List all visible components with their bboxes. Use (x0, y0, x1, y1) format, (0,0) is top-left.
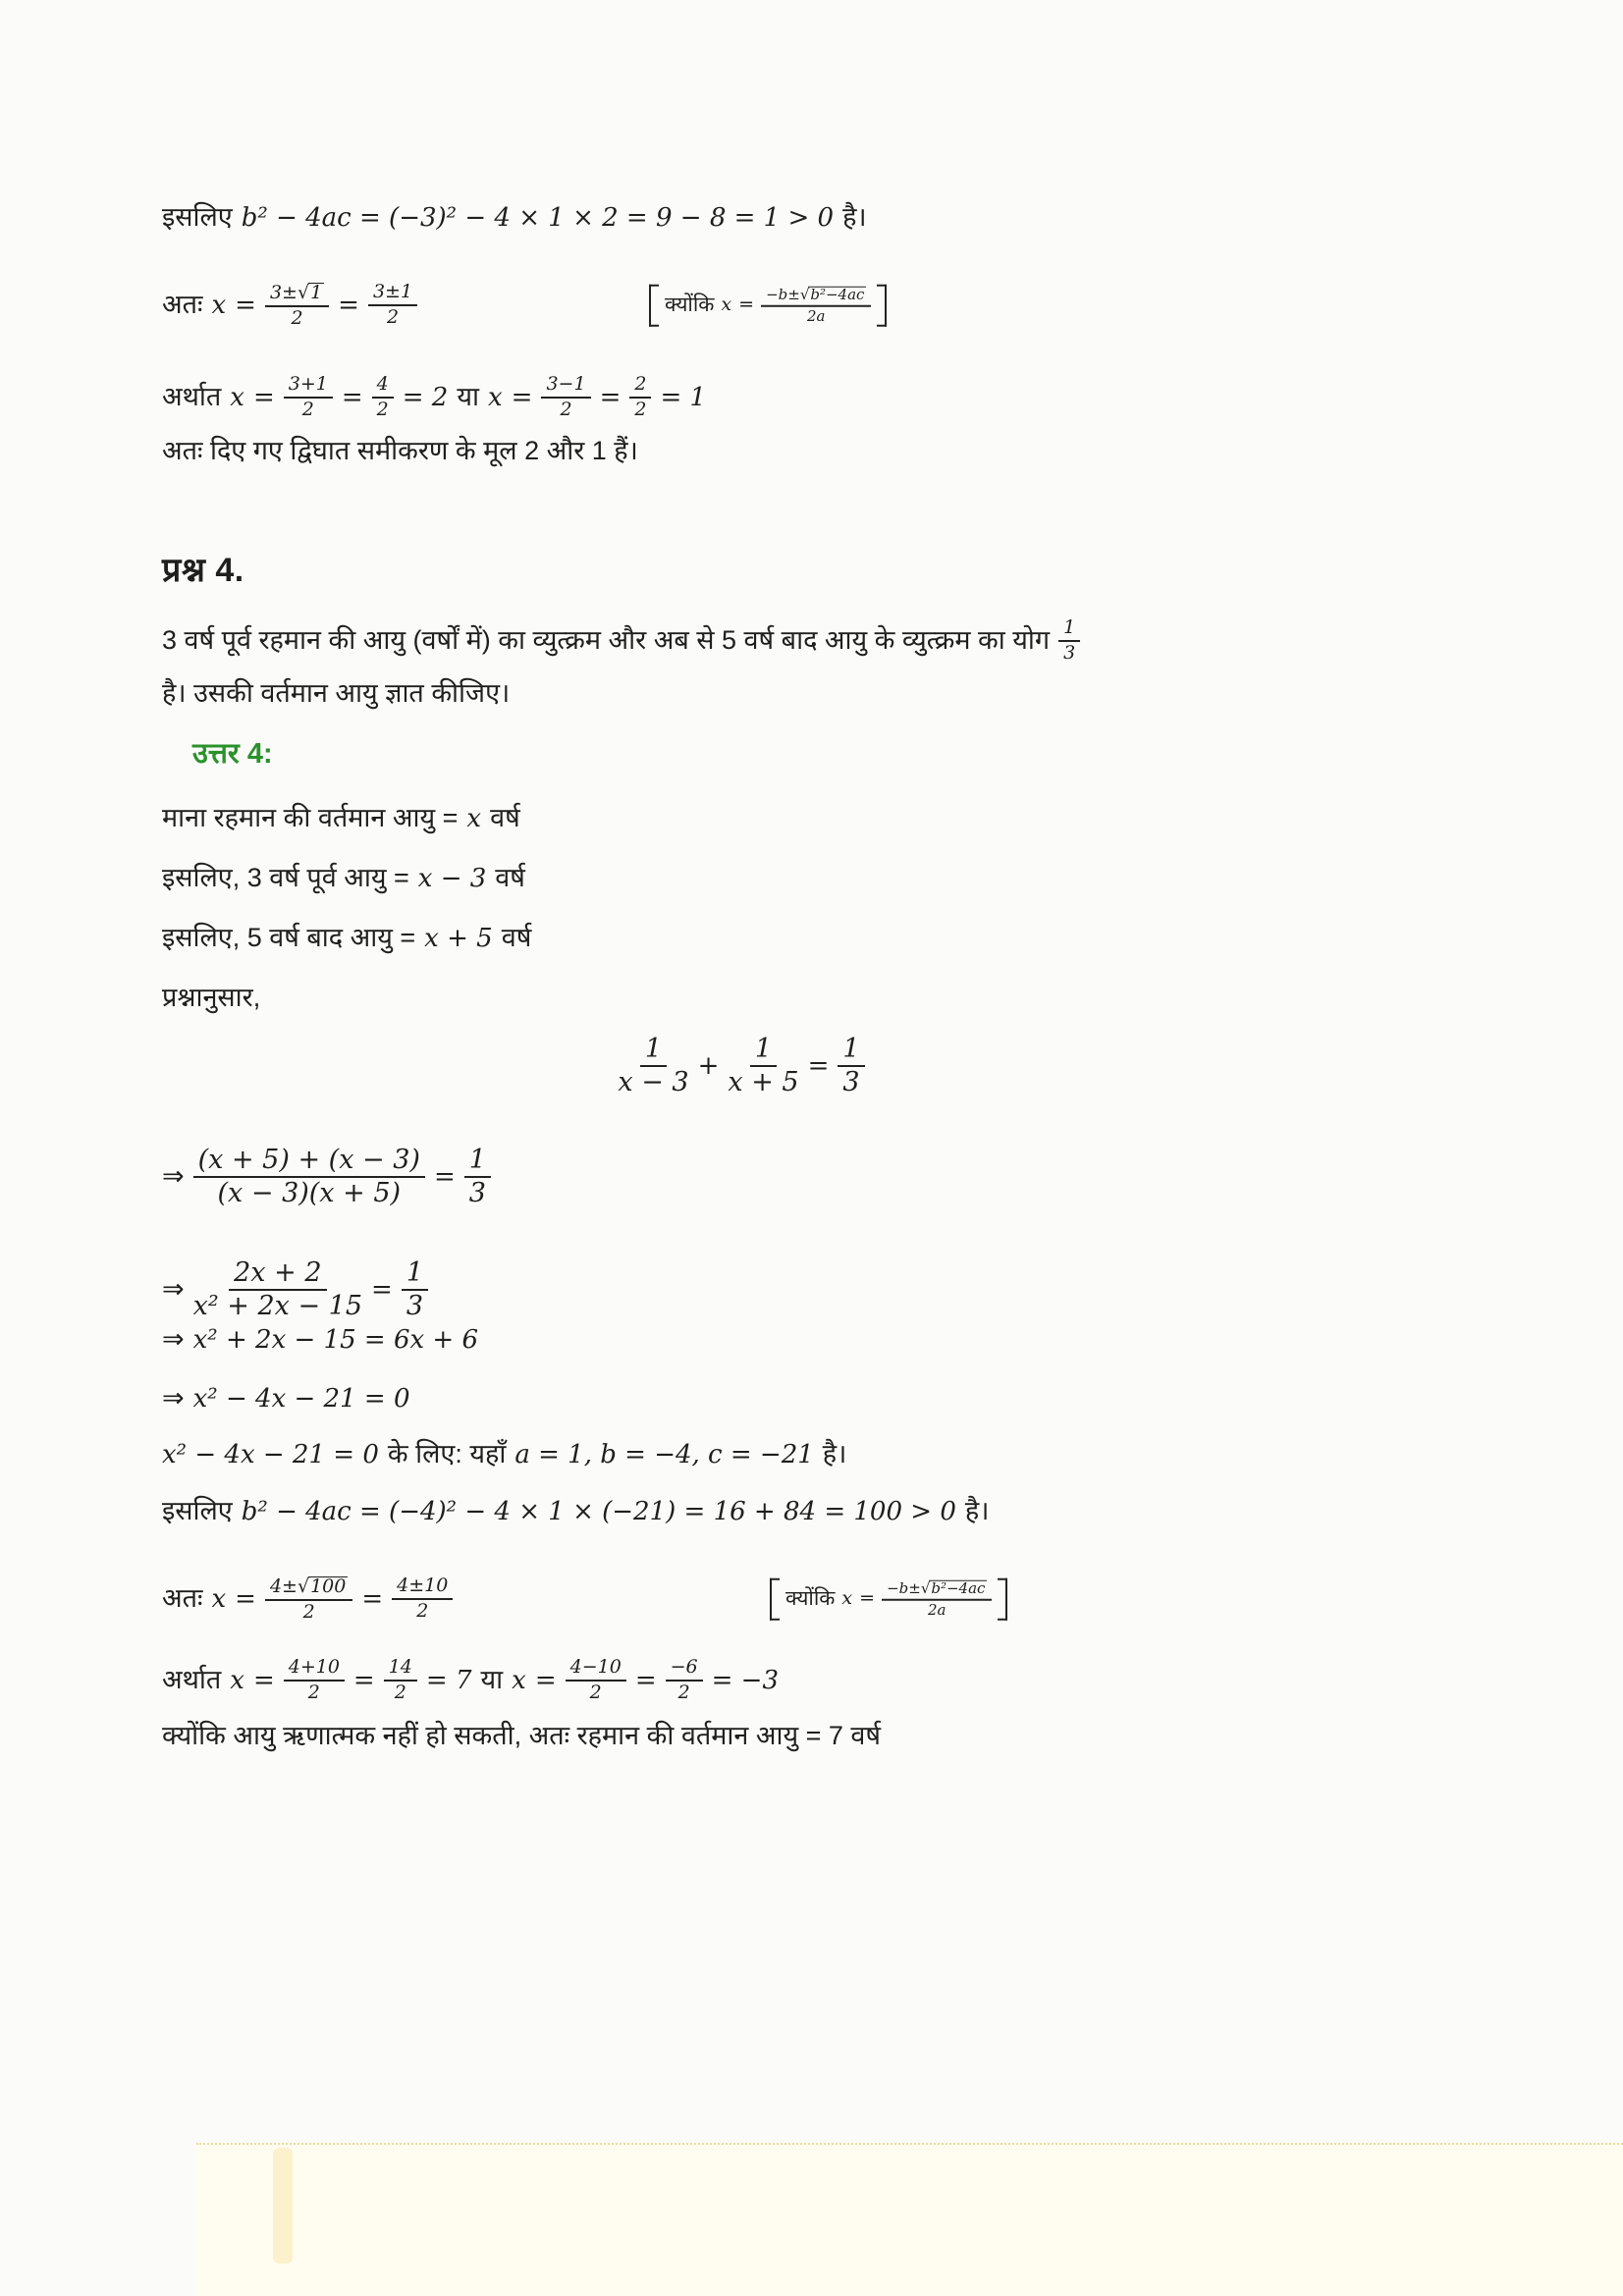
math-run: = (807, 1050, 830, 1081)
fraction: 1 x − 3 (618, 1033, 689, 1097)
text-run: प्रश्नानुसार, (162, 983, 261, 1012)
fraction: $\frac{3\pm 1}{2}$ (368, 283, 417, 328)
implies-arrow: ⇒ (162, 1161, 185, 1193)
eq-line-roots-values-prev (162, 359, 706, 436)
equation-step3 (162, 1323, 478, 1357)
text-run: है। उसकी वर्तमान आयु ज्ञात कीजिए। (162, 678, 511, 708)
left-bracket (770, 1578, 780, 1621)
fraction: $\frac{-6}{2}$ (666, 1658, 703, 1703)
math-run: x + 5 (424, 923, 493, 953)
text-run: वर्ष (495, 863, 525, 892)
line-roots-formula (162, 1559, 986, 1639)
line-discriminant (162, 1495, 989, 1528)
right-bracket (877, 285, 887, 327)
text-run: इसलिए, 5 वर्ष बाद आयु = (162, 923, 416, 952)
equation-step1 (162, 1122, 491, 1232)
fraction: $\frac{3+1}{2}$ (284, 375, 333, 420)
answer-heading (192, 736, 273, 772)
math-run: + (697, 1050, 720, 1081)
math-run: = (738, 294, 755, 316)
eq-line-roots-formula-prev (162, 267, 865, 344)
math-run: x² − 4x − 21 = 0 (192, 1383, 410, 1414)
math-run: x² + 2x − 15 = 6x + 6 (192, 1324, 479, 1355)
text-run: इसलिए (162, 1496, 233, 1525)
math-run: = (859, 1587, 876, 1610)
solution-line-age-before (162, 862, 525, 895)
page-edge-artifact (273, 2148, 293, 2264)
implies-arrow: ⇒ (162, 1383, 185, 1414)
line-roots-values (162, 1641, 779, 1720)
math-run: x (841, 1587, 853, 1610)
line-coefficients (162, 1438, 846, 1471)
text-run: क्योंकि (785, 1586, 836, 1610)
math-run: = (599, 382, 622, 412)
formula-note-bracket (649, 281, 887, 331)
math-run: x (230, 382, 244, 412)
text-run: है। (842, 202, 867, 232)
math-run: x (487, 382, 503, 412)
math-run: = (511, 382, 533, 412)
fraction: 4± √ 100 2 (265, 1576, 352, 1623)
fraction: 3± √ 1 2 (265, 283, 329, 329)
fraction: $\frac{(x + 5) + (x - 3)}{(x - 3)(x + 5)}$ (193, 1147, 425, 1208)
math-run: x (466, 803, 482, 833)
equation-main (162, 1021, 1321, 1111)
fraction: $\frac{2}{2}$ (629, 375, 651, 420)
text-run: के लिए: यहाँ (387, 1439, 507, 1468)
fraction: $\frac{14}{2}$ (384, 1658, 417, 1703)
math-run: = (352, 1665, 375, 1695)
right-bracket (998, 1578, 1007, 1621)
implies-arrow: ⇒ (162, 1324, 185, 1355)
question-text-line1 (162, 609, 1080, 673)
question-heading (162, 550, 244, 592)
page-bottom-band (196, 2143, 1623, 2296)
text-run: अर्थात (162, 1665, 222, 1695)
solution-line-age-after (162, 922, 531, 955)
equation-step4 (162, 1382, 410, 1415)
text-run: क्योंकि (665, 293, 715, 316)
math-run: = (338, 290, 359, 320)
left-bracket (649, 285, 659, 327)
fraction: $\frac{1}{3}$ (402, 1259, 428, 1321)
math-run: = 2 (402, 382, 449, 412)
text-run: माना रहमान की वर्तमान आयु = (162, 803, 459, 832)
text-run: है। (964, 1496, 990, 1525)
text-run: 3 वर्ष पूर्व रहमान की आयु (वर्षों में) का व्युत्क्रम और अब से 5 वर्ष बाद आयु के व्युत्क्रम का योग (162, 625, 1051, 656)
math-run: = (235, 1583, 256, 1614)
fraction: $\frac{1}{x + 5}$ (728, 1033, 799, 1097)
text-run: या (457, 382, 479, 412)
fraction: $\frac{4}{2}$ (372, 375, 394, 420)
math-run: x² − 4x − 21 = 0 (162, 1439, 379, 1469)
fraction: $\frac{1}{3}$ (464, 1147, 491, 1208)
math-run: = (252, 1665, 275, 1695)
math-run: = −3 (711, 1665, 780, 1695)
math-run: x − 3 (417, 863, 487, 893)
math-run: = (252, 382, 275, 412)
question-text-line2 (162, 677, 510, 711)
math-run: = (634, 1665, 657, 1695)
text-run: अतः (162, 290, 203, 320)
eq-line-discriminant-prev (162, 201, 867, 235)
math-run: = (371, 1274, 393, 1305)
math-run: x (211, 1583, 227, 1614)
text-run: अतः दिए गए द्विघात समीकरण के मूल 2 और 1 हैं। (162, 436, 638, 465)
fraction-quadratic-formula: −b± √ b²−4ac 2a (761, 287, 871, 325)
math-run: b² − 4ac = (−3)² − 4 × 1 × 2 = 9 − 8 = 1 > 0 (241, 202, 835, 233)
formula-note-bracket (770, 1575, 1007, 1625)
text-run: क्योंकि आयु ऋणात्मक नहीं हो सकती, अतः रहमान की वर्तमान आयु = 7 वर्ष (162, 1721, 882, 1750)
text-run: अतः (162, 1583, 203, 1614)
implies-arrow: ⇒ (162, 1274, 185, 1306)
text-run: वर्ष (501, 923, 532, 952)
math-run: = (235, 290, 256, 320)
math-run: = (341, 382, 363, 412)
math-run: x (230, 1665, 244, 1695)
math-run: x (211, 290, 227, 320)
math-run: = (361, 1583, 384, 1614)
solution-line-assume (162, 802, 520, 835)
fraction: $\frac{4+10}{2}$ (284, 1658, 345, 1703)
fraction: $\frac{4-10}{2}$ (566, 1658, 626, 1703)
text-run: या (480, 1665, 504, 1695)
text-run: अर्थात (162, 382, 222, 412)
math-run: x (512, 1665, 526, 1695)
conclusion-line-prev (162, 435, 638, 468)
fraction: $\frac{4\pm 10}{2}$ (392, 1576, 453, 1622)
text-run: इसलिए (162, 202, 233, 232)
math-run: b² − 4ac = (−4)² − 4 × 1 × (−21) = 16 + 84 = 100 > 0 (241, 1496, 956, 1526)
math-run: = 1 (660, 382, 707, 412)
math-run: a = 1, b = −4, c = −21 (514, 1439, 814, 1469)
fraction: $\frac{1}{3}$ (838, 1036, 864, 1097)
text-run: वर्ष (490, 803, 520, 832)
math-run: = (433, 1161, 456, 1192)
math-run: = (534, 1665, 557, 1695)
final-answer-line (162, 1720, 881, 1753)
fraction-one-third: 1 3 (1058, 618, 1080, 664)
text-run: इसलिए, 3 वर्ष पूर्व आयु = (162, 863, 409, 892)
question-number: प्रश्न 4. (162, 552, 244, 589)
fraction: $\frac{2x + 2}{\text{x² + 2x − 15}}$ (192, 1256, 363, 1321)
fraction-quadratic-formula: −b± √ b²−4ac 2a (882, 1580, 992, 1619)
math-run: = 7 (425, 1665, 472, 1695)
text-run: है। (822, 1439, 847, 1468)
solution-line-according (162, 982, 260, 1015)
math-run: x (721, 294, 732, 316)
fraction: $\frac{3-1}{2}$ (541, 375, 590, 420)
answer-number: उत्तर 4: (192, 738, 273, 770)
